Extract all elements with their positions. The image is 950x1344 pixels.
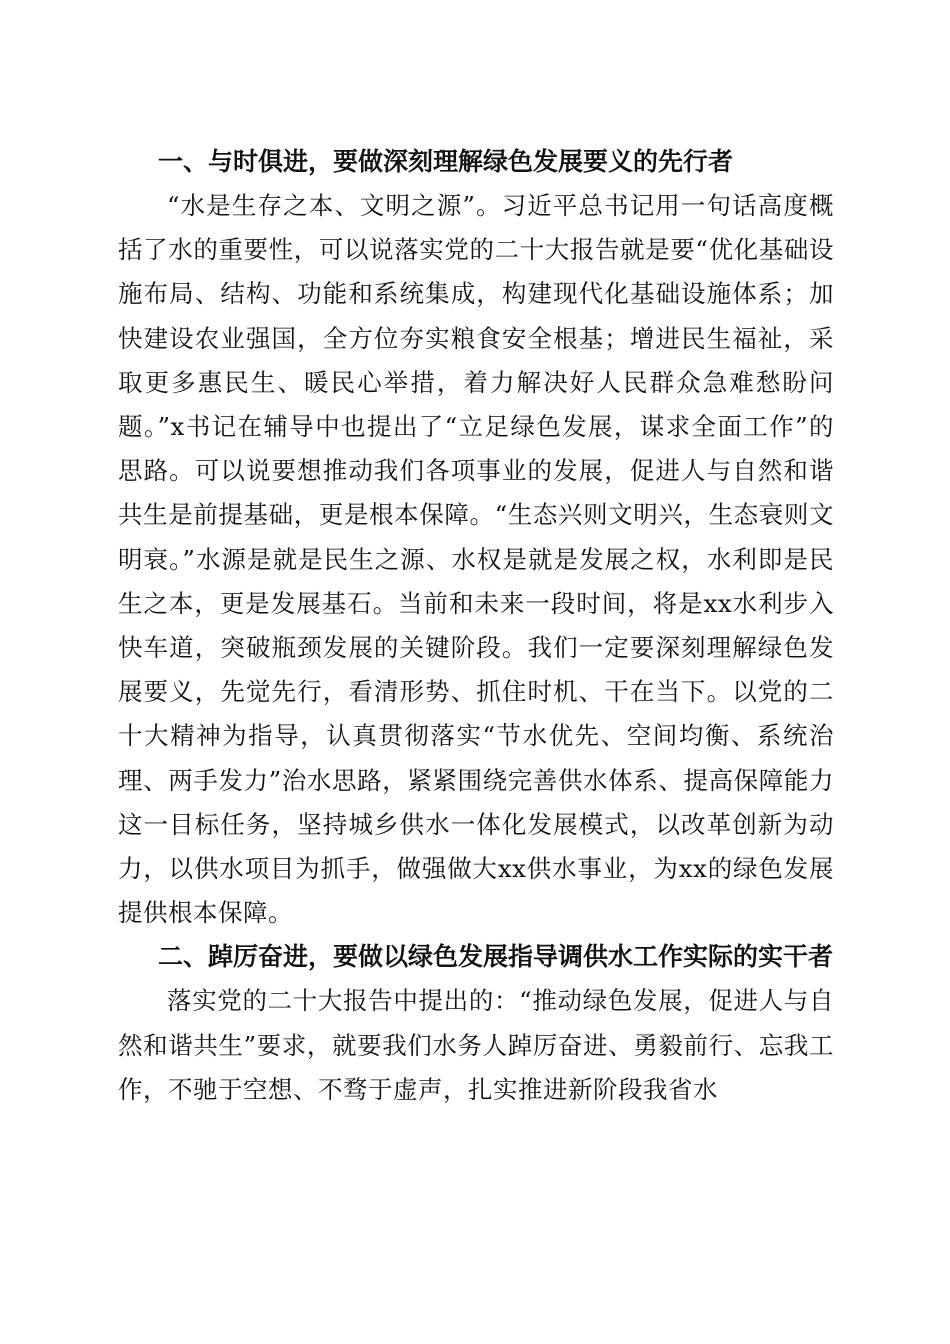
section-1-paragraph: “水是生存之本、文明之源”。习近平总书记用一句话高度概括了水的重要性，可以说落实党的二十大报告就是要“优化基础设施布局、结构、功能和系统集成，构建现代化基础设施体系；加快建设农业强国，全方位夯实粮食安全根基；增进民生福祉，采取更多惠民生、暖民心举措，着力解决好人民群众急难愁盼问题。”x书记在辅导中也提出了“立足绿色发展，谋求全面工作”的思路。可以说要想推动我们各项事业的发展，促进人与自然和谐共生是前提基础，更是根本保障。“生态兴则文明兴，生态衰则文明衰。”水源是就是民生之源、水权是就是发展之权，水利即是民生之本，更是发展基石。当前和未来一段时间，将是xx水利步入快车道，突破瓶颈发展的关键阶段。我们一定要深刻理解绿色发展要义，先觉先行，看清形势、抓住时机、干在当下。以党的二十大精神为指导，认真贯彻落实“节水优先、空间均衡、系统治理、两手发力”治水思路，紧紧围绕完善供水体系、提高保障能力这一目标任务，坚持城乡供水一体化发展模式，以改革创新为动力，以供水项目为抓手，做强做大xx供水事业，为xx的绿色发展提供根本保障。 [118, 191, 834, 928]
section-1-heading: 一、与时俱进，要做深刻理解绿色发展要义的先行者 [158, 147, 734, 176]
document-page [118, 140, 834, 1112]
section-2-heading: 二、踔厉奋进，要做以绿色发展指导调供水工作实际的实干者 [158, 942, 834, 972]
section-2-paragraph: 落实党的二十大报告中提出的：“推动绿色发展，促进人与自然和谐共生”要求，就要我们水务人踔厉奋进、勇毅前行、忘我工作，不驰于空想、不骛于虚声，扎实推进新阶段我省水 [118, 986, 834, 1104]
